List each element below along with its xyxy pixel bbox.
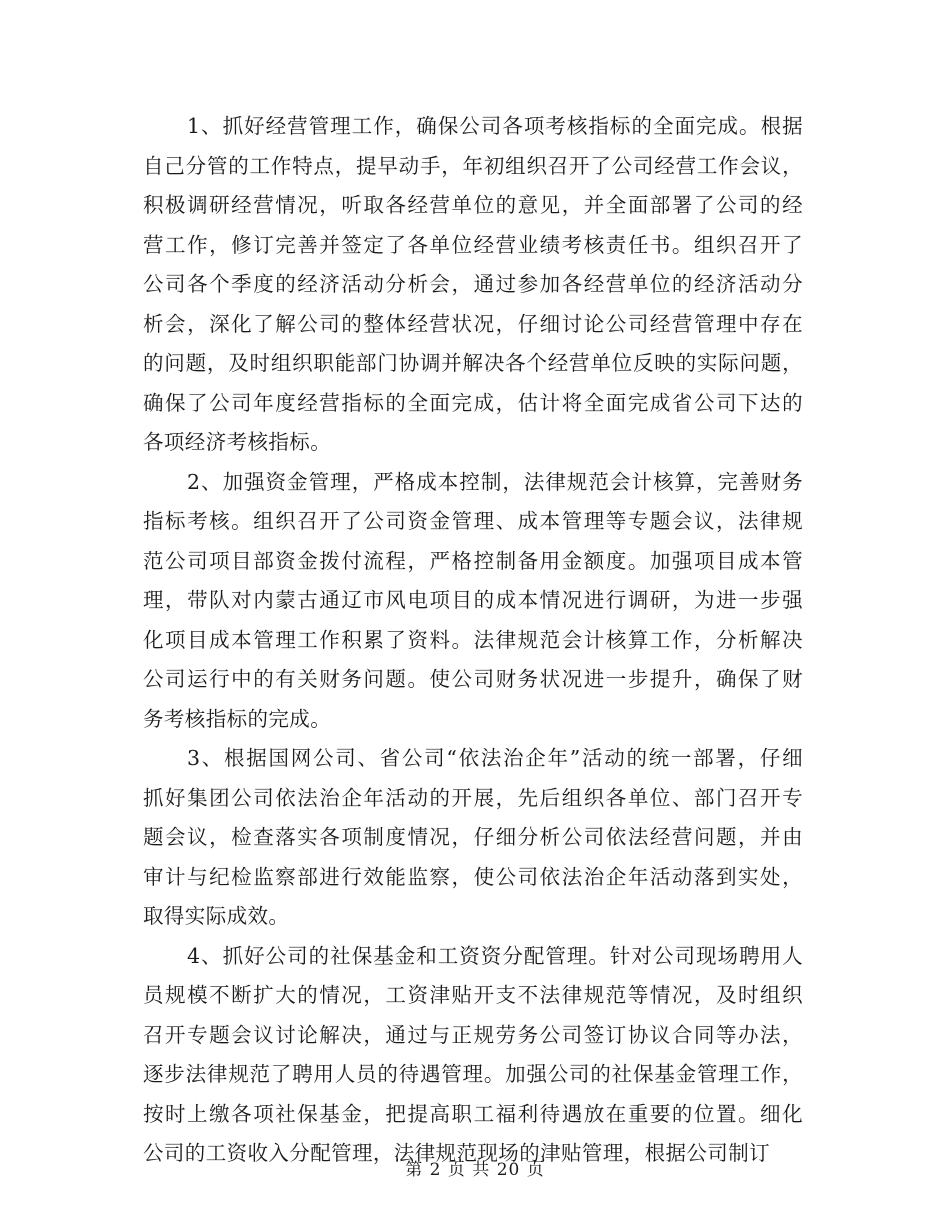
paragraph-line: 1、抓好经营管理工作，确保公司各项考核指标的全面完成。根据 (187, 114, 803, 138)
paragraph-line: 务考核指标的完成。 (143, 706, 332, 731)
paragraph-line: 化项目成本管理工作积累了资料。法律规范会计核算工作，分析解决 (143, 627, 803, 652)
paragraph-line: 自己分管的工作特点，提早动手，年初组织召开了公司经营工作会议， (143, 153, 803, 178)
page-label-prefix: 第 (405, 1160, 424, 1180)
paragraph-line: 题会议，检查落实各项制度情况，仔细分析公司依法经营问题，并由 (143, 825, 803, 849)
paragraph-line: 逐步法律规范了聘用人员的待遇管理。加强公司的社保基金管理工作， (143, 1062, 803, 1086)
page-footer (0, 1155, 950, 1180)
paragraph-line: 范公司项目部资金拨付流程，严格控制备用金额度。加强项目成本管 (143, 548, 803, 573)
paragraph (143, 107, 803, 463)
document-body (143, 107, 803, 1174)
paragraph-line: 的问题，及时组织职能部门协调并解决各个经营单位反映的实际问题， (143, 351, 803, 375)
paragraph-line: 召开专题会议讨论解决，通过与正规劳务公司签订协议合同等办法， (143, 1022, 803, 1047)
total-pages-number: 20 (496, 1160, 521, 1180)
paragraph-line: 析会，深化了解公司的整体经营状况，仔细讨论公司经营管理中存在 (143, 311, 803, 336)
paragraph-line: 员规模不断扩大的情况，工资津贴开支不法律规范等情况，及时组织 (143, 983, 803, 1007)
paragraph-line: 4、抓好公司的社保基金和工资资分配管理。针对公司现场聘用人 (187, 943, 803, 968)
paragraph-line: 各项经济考核指标。 (143, 430, 332, 454)
paragraph-line: 公司的工资收入分配管理，法律规范现场的津贴管理，根据公司制订 (143, 1141, 770, 1165)
page-label-suffix: 页 (526, 1160, 545, 1180)
page-label-middle: 页 共 (447, 1160, 491, 1180)
paragraph (143, 463, 803, 740)
paragraph-line: 审计与纪检监察部进行效能监察，使公司依法治企年活动落到实处， (143, 864, 803, 889)
paragraph-line: 指标考核。组织召开了公司资金管理、成本管理等专题会议，法律规 (143, 509, 803, 533)
paragraph-line: 理，带队对内蒙古通辽市风电项目的成本情况进行调研，为进一步强 (143, 588, 803, 612)
paragraph-line: 按时上缴各项社保基金，把提高职工福利待遇放在重要的位置。细化 (143, 1101, 803, 1126)
paragraph-line: 取得实际成效。 (143, 904, 290, 928)
current-page-number: 2 (429, 1160, 442, 1180)
paragraph-line: 抓好集团公司依法治企年活动的开展，先后组织各单位、部门召开专 (143, 785, 803, 810)
paragraph-line: 积极调研经营情况，听取各经营单位的意见，并全面部署了公司的经 (143, 193, 803, 217)
paragraph-line: 营工作，修订完善并签定了各单位经营业绩考核责任书。组织召开了 (143, 232, 803, 257)
paragraph-line: 公司各个季度的经济活动分析会，通过参加各经营单位的经济活动分 (143, 272, 803, 296)
paragraph-line: 确保了公司年度经营指标的全面完成，估计将全面完成省公司下达的 (143, 390, 803, 415)
paragraph (143, 739, 803, 937)
paragraph (143, 937, 803, 1174)
paragraph-line: 3、根据国网公司、省公司“依法治企年”活动的统一部署，仔细 (187, 746, 803, 770)
paragraph-line: 2、加强资金管理，严格成本控制，法律规范会计核算，完善财务 (187, 469, 803, 494)
paragraph-line: 公司运行中的有关财务问题。使公司财务状况进一步提升，确保了财 (143, 667, 803, 691)
